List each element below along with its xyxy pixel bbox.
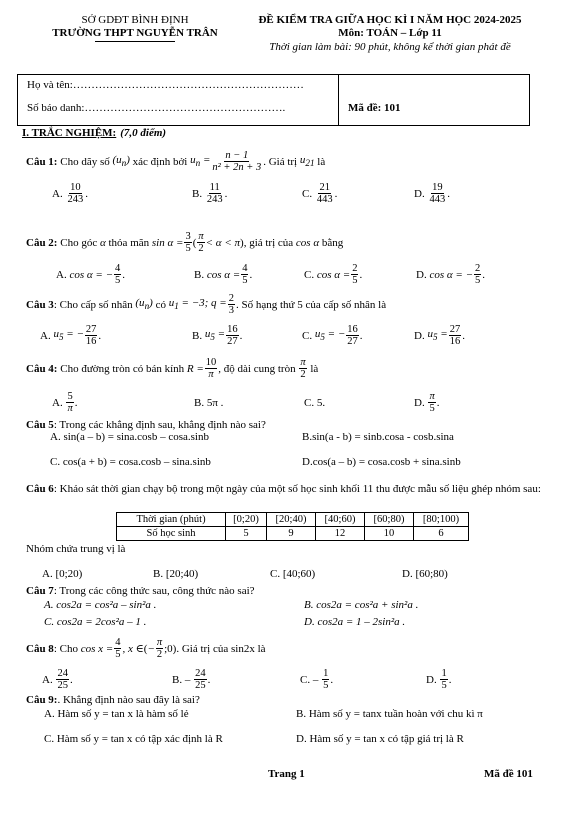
student-id-field[interactable]: Số báo danh:……………………………………………….: [27, 102, 286, 114]
question-9: Câu 9: . Khẳng định nào sau đây là sai?: [26, 694, 200, 706]
q7-option-d[interactable]: D. cos2a = 1 – 2sin²a .: [304, 616, 406, 628]
q1-text-post: . Giá trị: [263, 155, 298, 168]
q6-option-d[interactable]: D. [60;80): [402, 568, 448, 580]
q3-option-a[interactable]: A. $u_5$ = − $\frac{27}{16}$ .: [40, 324, 102, 348]
q6-label: Câu 6: [26, 483, 54, 495]
footer-exam-code: Mã đề 101: [484, 768, 533, 780]
q1-text-tail: là: [317, 155, 326, 168]
q5-label: Câu 5: [26, 419, 54, 431]
table-row: Số học sinh 5 9 12 10 6: [117, 527, 469, 541]
q5-option-d[interactable]: D.cos(a – b) = cosa.cosb + sina.sinb: [302, 456, 461, 468]
q1-option-d[interactable]: D. $\frac{19}{443}$ .: [414, 182, 450, 206]
q1-option-a[interactable]: A. $\frac{10}{243}$ .: [52, 182, 88, 206]
section-heading: [22, 127, 166, 139]
question-1: Câu 1: Cho dãy số $(u_n)$ xác định bởi $u_n$ = $\frac{n - 1}{\text{n² + 2n + 3}}$ . Giá trị $u_{21}$ là: [26, 150, 326, 174]
q4-option-a[interactable]: A. $\frac{5}{\pi}$ .: [52, 391, 78, 415]
q8-option-c[interactable]: C. – $\frac{1}{5}$ .: [300, 668, 334, 692]
q8-option-d[interactable]: D. $\frac{1}{5}$ .: [426, 668, 452, 692]
q3-option-d[interactable]: D. $u_5$ = $\frac{27}{16}$ .: [414, 324, 465, 348]
question-5: Câu 5 : Trong các khẳng định sau, khẳng định nào sai?: [26, 419, 266, 431]
q6-question: Nhóm chứa trung vị là: [26, 543, 126, 555]
student-name-field[interactable]: Họ và tên:………………………………………………………: [27, 79, 304, 91]
q9-option-b[interactable]: B. Hàm số y = tanx tuần hoàn với chu kì π: [296, 708, 483, 720]
page-number: Trang 1: [268, 768, 305, 780]
q4-option-c[interactable]: C. 5.: [304, 397, 326, 409]
q8-option-b[interactable]: B. – $\frac{24}{25}$ .: [172, 668, 211, 692]
time-note: Thời gian làm bài: 90 phút, không kể thời gian phát đề: [269, 41, 511, 53]
q4-option-d[interactable]: D. $\frac{\pi}{5}$ .: [414, 391, 440, 415]
exam-title: ĐỀ KIỂM TRA GIỮA HỌC KÌ I NĂM HỌC 2024-2025: [258, 14, 522, 26]
q5-option-b[interactable]: B.sin(a - b) = sinb.cosa - cosb.sina: [302, 431, 454, 443]
exam-code: Mã đề: 101: [348, 102, 401, 114]
q2-option-a[interactable]: A. cos α = − $\frac{4}{5}$ .: [56, 263, 125, 287]
q9-label: Câu 9:: [26, 694, 58, 706]
q8-label: Câu 8: [26, 642, 54, 655]
question-8: Câu 8 : Cho cos x = $\frac{4}{5}$ , x ∈ ( − $\frac{\pi}{2}$ ;0) . Giá trị của sin2x là: [26, 637, 266, 661]
q1-text-pre: Cho dãy số: [60, 155, 110, 168]
question-3: Câu 3 : Cho cấp số nhân $(u_n)$ có $u_1 = -3$; q = $\frac{2}{3}$ . Số hạng thứ 5 của cấp số nhân là: [26, 293, 387, 317]
q5-option-c[interactable]: C. cos(a + b) = cosa.cosb – sina.sinb: [50, 456, 211, 468]
q1-formula: $\frac{n - 1}{\text{n² + 2n + 3}}$: [212, 150, 262, 174]
q9-option-d[interactable]: D. Hàm số y = tan x có tập giá trị là R: [296, 733, 464, 745]
table-row: Thời gian (phút) [0;20) [20;40) [40;60) [60;80) [80;100): [117, 513, 469, 527]
q3-option-c[interactable]: C. $u_5$ = − $\frac{16}{27}$ .: [302, 324, 363, 348]
q7-label: Câu 7: [26, 585, 54, 597]
section-title: I. TRẮC NGHIỆM:: [22, 127, 117, 139]
q6-option-b[interactable]: B. [20;40): [153, 568, 199, 580]
question-4: Câu 4: Cho đường tròn có bán kính R = $\frac{10}{\pi}$ , độ dài cung tròn $\frac{\pi}{2}$ là: [26, 357, 319, 381]
q3-label: Câu 3: [26, 298, 54, 311]
q4-label: Câu 4:: [26, 362, 58, 375]
q1-option-b[interactable]: B. $\frac{11}{243}$ .: [192, 182, 228, 206]
q2-option-c[interactable]: C. cos α = $\frac{2}{5}$ .: [304, 263, 363, 287]
exam-subject: Môn: TOÁN – Lớp 11: [338, 27, 442, 39]
q2-option-b[interactable]: B. cos α = $\frac{4}{5}$ .: [194, 263, 253, 287]
q1-label: Câu 1:: [26, 155, 58, 168]
section-points: (7,0 điểm): [120, 127, 167, 139]
question-2: Câu 2: Cho góc α thỏa mãn sin α = $\frac{3}{5}$ ( $\frac{\pi}{2}$ < α < π ) , giá trị của cos α bằng: [26, 231, 344, 255]
question-6: Câu 6: Khảo sát thời gian chạy bộ trong một ngày của một số học sinh khối 11 thu được mẫu số liệu ghép nhóm sau:: [26, 483, 541, 495]
q6-option-a[interactable]: A. [0;20): [42, 568, 83, 580]
department-name: SỞ GDĐT BÌNH ĐỊNH: [81, 14, 189, 26]
q9-option-c[interactable]: C. Hàm số y = tan x có tập xác định là R: [44, 733, 223, 745]
q6-option-c[interactable]: C. [40;60): [270, 568, 316, 580]
q2-label: Câu 2:: [26, 236, 58, 249]
q1-option-c[interactable]: C. $\frac{21}{443}$ .: [302, 182, 338, 206]
school-underline: [95, 41, 175, 42]
q7-option-b[interactable]: B. cos2a = cos²a + sin²a .: [304, 599, 419, 611]
q6-data-table: [116, 512, 469, 541]
q7-option-a[interactable]: A. cos2a = cos²a – sin²a .: [44, 599, 157, 611]
q4-option-b[interactable]: B. 5π .: [194, 397, 224, 409]
student-info-box: [17, 74, 530, 126]
q2-option-d[interactable]: D. cos α = − $\frac{2}{5}$ .: [416, 263, 485, 287]
q5-option-a[interactable]: A. sin(a – b) = sina.cosb – cosa.sinb: [50, 431, 209, 443]
q9-option-a[interactable]: A. Hàm số y = tan x là hàm số lẻ: [44, 708, 189, 720]
q8-option-a[interactable]: A. $\frac{24}{25}$ .: [42, 668, 73, 692]
info-divider: [338, 75, 339, 125]
question-7: Câu 7 : Trong các công thức sau, công thức nào sai?: [26, 585, 255, 597]
q1-text-mid: xác định bởi: [132, 155, 188, 168]
q7-option-c[interactable]: C. cos2a = 2cos²a – 1 .: [44, 616, 147, 628]
school-name: TRƯỜNG THPT NGUYỄN TRÂN: [52, 27, 218, 39]
q3-option-b[interactable]: B. $u_5$ = $\frac{16}{27}$ .: [192, 324, 243, 348]
